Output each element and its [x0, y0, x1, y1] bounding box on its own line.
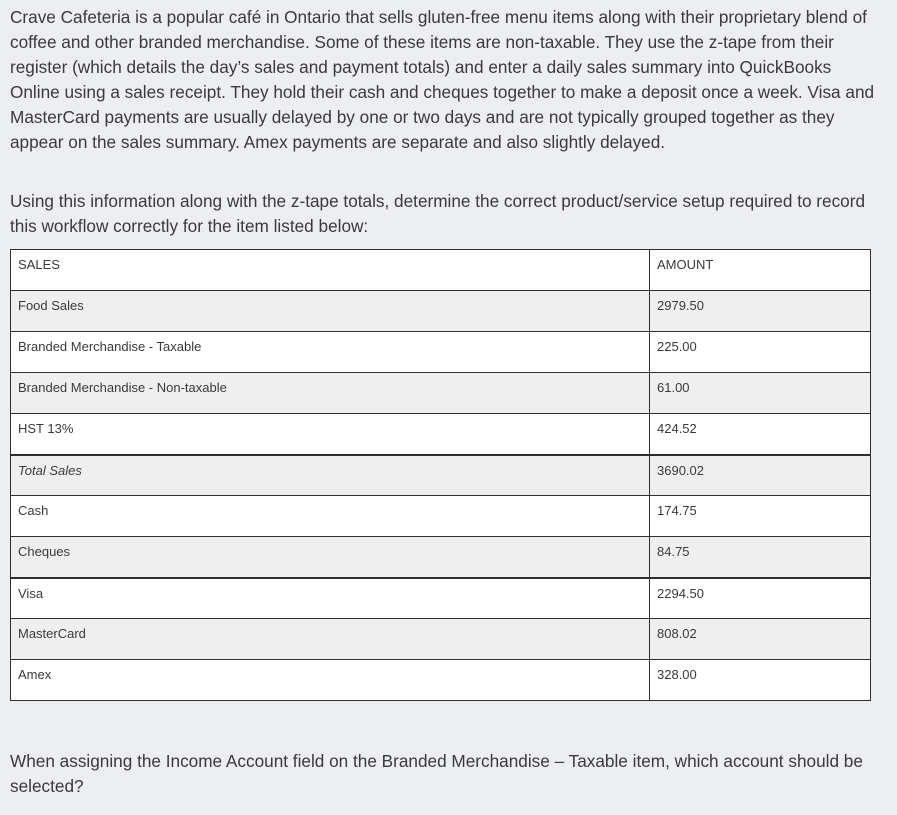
- amount-header: AMOUNT: [650, 250, 871, 291]
- table-row: [11, 578, 871, 619]
- row-amount: 424.52: [650, 414, 871, 455]
- table-row: [11, 291, 871, 332]
- row-label: MasterCard: [11, 619, 650, 660]
- row-label: Cheques: [11, 537, 650, 578]
- row-amount: 174.75: [650, 496, 871, 537]
- row-amount: 328.00: [650, 660, 871, 701]
- row-label: Cash: [11, 496, 650, 537]
- row-amount: 84.75: [650, 537, 871, 578]
- table-row: [11, 414, 871, 455]
- question-paragraph: When assigning the Income Account field on the Branded Merchandise – Taxable item, which account should be selected?: [10, 751, 863, 796]
- table-row: [11, 332, 871, 373]
- sales-header: SALES: [11, 250, 650, 291]
- table-row: [11, 660, 871, 701]
- table-row-total: [11, 455, 871, 496]
- table-row: [11, 537, 871, 578]
- table-header-row: [11, 250, 871, 291]
- row-label: Branded Merchandise - Non-taxable: [11, 373, 650, 414]
- row-label: HST 13%: [11, 414, 650, 455]
- row-amount: 3690.02: [650, 455, 871, 496]
- table-row: [11, 373, 871, 414]
- row-label: Visa: [11, 578, 650, 619]
- row-amount: 808.02: [650, 619, 871, 660]
- table-row: [11, 496, 871, 537]
- row-label: Total Sales: [11, 455, 650, 496]
- instruction-paragraph: Using this information along with the z-tape totals, determine the correct product/service setup required to record this workflow correctly for the item listed below:: [10, 191, 866, 236]
- row-amount: 61.00: [650, 373, 871, 414]
- row-label: Food Sales: [11, 291, 650, 332]
- row-amount: 2979.50: [650, 291, 871, 332]
- row-amount: 225.00: [650, 332, 871, 373]
- z-tape-table: [10, 249, 871, 701]
- table-row: [11, 619, 871, 660]
- row-amount: 2294.50: [650, 578, 871, 619]
- row-label: Amex: [11, 660, 650, 701]
- intro-paragraph: Crave Cafeteria is a popular café in Ontario that sells gluten-free menu items along with their proprietary blend of coffee and other branded merchandise. Some of these items are non-taxable. They use the z-tape from their register (which details the day’s sales and payment totals) and enter a daily sales summary into QuickBooks Online using a sales receipt. They hold their cash and cheques together to make a deposit once a week. Visa and MasterCard payments are usually delayed by one or two days and are not typically grouped together as they appear on the sales summary. Amex payments are separate and also slightly delayed.: [10, 7, 875, 152]
- row-label: Branded Merchandise - Taxable: [11, 332, 650, 373]
